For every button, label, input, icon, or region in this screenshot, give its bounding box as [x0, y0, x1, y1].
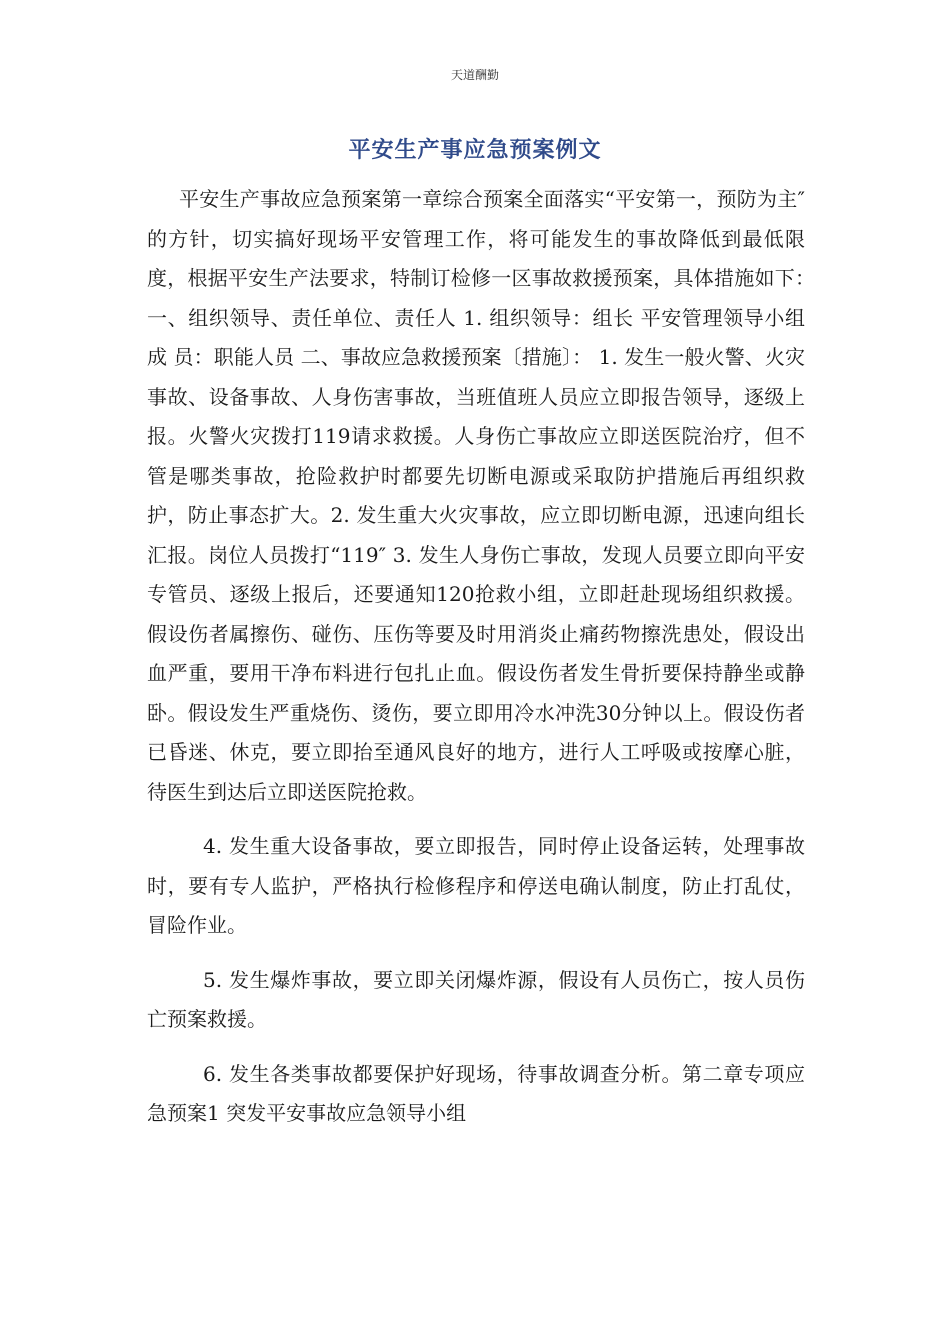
paragraph-4: 6. 发生各类事故都要保护好现场，待事故调查分析。第二章专项应急预案1 突发平安事故应急领导小组 — [147, 1061, 805, 1125]
document-title: 平安生产事应急预案例文 — [348, 138, 602, 163]
page-header: 天道酬勤 — [450, 68, 499, 82]
paragraph-2: 4. 发生重大设备事故，要立即报告，同时停止设备运转，处理事故时，要有专人监护，严格执行检修程序和停送电确认制度，防止打乱仗，冒险作业。 — [147, 834, 805, 937]
paragraph-1: 平安生产事故应急预案第一章综合预案全面落实“平安第一，预防为主″的方针，切实搞好现场平安管理工作，将可能发生的事故降低到最低限度，根据平安生产法要求，特制订检修一区事故救援预案，具体措施如下： 一、组织领导、责任单位、责任人 1. 组织领导：组长 平安管理领导小组 成 员：职能人员 二、事故应急救援预案〔措施〕： 1. 发生一般火警、火灾事故、设备事故、人身伤害事故，当班值班人员应立即报告领导，逐级上报。火警火灾拨打119请求救援。人身伤亡事故应立即送医院治疗，但不管是哪类事故，抢险救护时都要先切断电源或采取防护措施后再组织救护，防止事态扩大。2. 发生重大火灾事故，应立即切断电源，迅速向组长汇报。岗位人员拨打“119″ 3. 发生人身伤亡事故，发现人员要立即向平安专管员、逐级上报后，还要通知120抢救小组，立即赶赴现场组织救援。假设伤者属擦伤、碰伤、压伤等要及时用消炎止痛药物擦洗患处，假设出血严重，要用干净布料进行包扎止血。假设伤者发生骨折要保持静坐或静卧。假设发生严重烧伤、烫伤，要立即用冷水冲洗30分钟以上。假设伤者已昏迷、休克，要立即抬至通风良好的地方，进行人工呼吸或按摩心脏，待医生到达后立即送医院抢救。 — [147, 187, 825, 804]
document-body — [147, 180, 825, 1134]
paragraph-3: 5. 发生爆炸事故，要立即关闭爆炸源，假设有人员伤亡，按人员伤亡预案救援。 — [147, 967, 805, 1031]
